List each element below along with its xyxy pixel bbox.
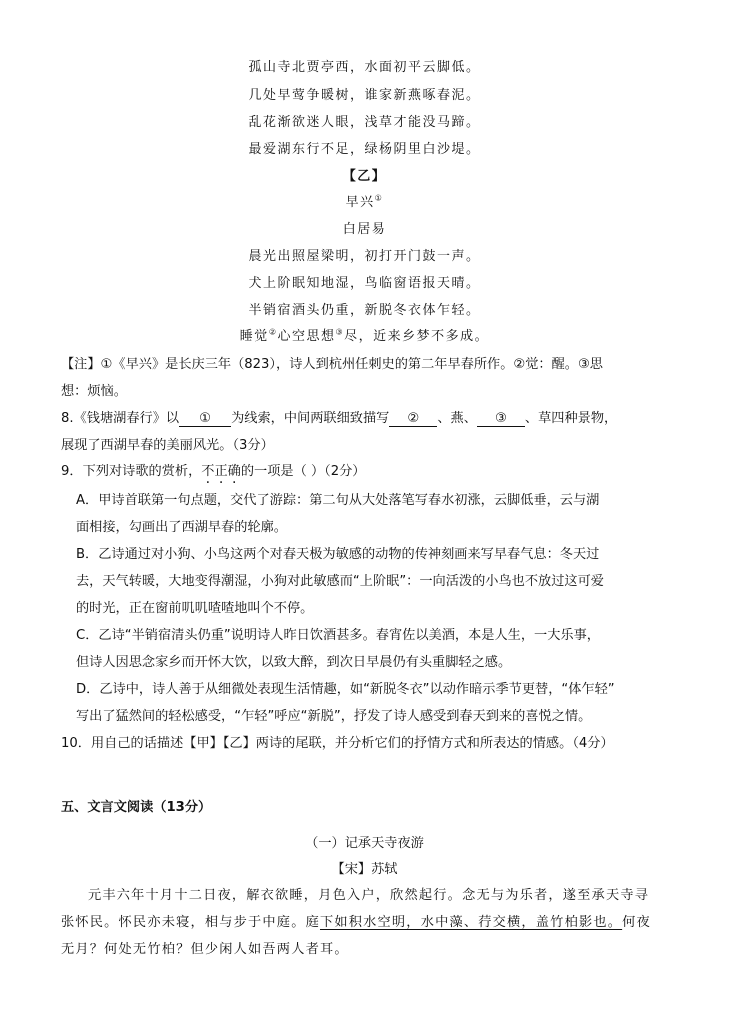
poem-yi-line-2: 犬上阶眠知地湿，鸟临窗语报天晴。 [248,276,481,291]
q8-text-c: 、燕、 [437,411,477,426]
note-line-1: 【注】①《早兴》是长庆三年（823），诗人到杭州任刺史的第二年早春所作。②觉：醒。③思 [61,357,603,372]
q9-text-b: 的一项是（ ）（2分） [240,464,366,479]
question-8 [61,407,617,427]
option-d-line-2: 写出了猛然间的轻松感受，“乍轻”呼应“新脱”，抒发了诗人感受到春天到来的喜悦之情。 [76,709,592,724]
yi-title-footnote: ① [374,193,384,203]
yi-last-a: 睡觉 [239,329,269,344]
note-line-2: 想：烦恼。 [61,384,127,399]
yi-last-b: 心空思想 [277,329,336,344]
q8-blank-2: ② [389,411,437,427]
poem-jia-line-2: 几处早莺争暖树，谁家新燕啄春泥。 [248,88,481,103]
option-a-line-2: 面相接，勾画出了西湖早春的轮廓。 [76,520,287,535]
wenyan-p2-b: 何夜 [622,915,651,930]
option-c-line-2: 但诗人因思念家乡而开怀大饮，以致大醉，到次日早晨仍有头重脚轻之感。 [76,655,512,670]
footnote-2: ② [268,327,278,337]
yi-title [0,191,729,210]
yi-heading: 【乙】 [342,169,387,184]
yi-author: 白居易 [342,222,387,237]
poem-jia-line-4: 最爱湖东行不足，绿杨阴里白沙堤。 [248,142,481,157]
question-9 [61,460,366,479]
wenyan-author: 【宋】苏轼 [331,862,398,877]
wenyan-p2-a: 张怀民。怀民亦未寝，相与步于中庭。庭 [61,915,320,930]
option-c-line-1: C．乙诗“半销宿清头仍重”说明诗人昨日饮酒甚多。春宵佐以美酒，本是人生，一大乐事， [76,628,600,643]
poem-jia-line-1: 孤山寺北贾亭西，水面初平云脚低。 [248,60,481,75]
wenyan-para-line-3: 无月？何处无竹柏？但少闲人如吾两人者耳。 [61,942,349,957]
footnote-3: ③ [335,327,345,337]
q8-blank-3: ③ [477,411,525,427]
q8-blank-1: ① [179,411,231,427]
option-a-line-1: A．甲诗首联第一句点题，交代了游踪：第二句从大处落笔写春水初涨，云脚低垂，云与湖 [76,493,600,508]
q9-emph-1: 不 [201,464,215,479]
poem-jia-line-3: 乱花渐欲迷人眼，浅草才能没马蹄。 [248,115,481,130]
poem-yi-line-4 [0,325,729,344]
poem-yi-line-1: 晨光出照屋梁明，初打开门鼓一声。 [248,249,481,264]
q8-text-a: 8.《钱塘湖春行》以 [61,411,180,426]
option-d-line-1: D．乙诗中，诗人善于从细微处表现生活情趣，如“新脱冬衣”以动作暗示季节更替，“体乍轻” [76,682,615,697]
wenyan-title: （一）记承天寺夜游 [305,836,424,851]
q9-text-a: 9．下列对诗歌的赏析， [61,464,202,479]
wenyan-underlined-sentence: 下如积水空明，水中藻、荇交横，盖竹柏影也。 [319,915,623,930]
q8-text-d: 、草四种景物， [524,411,618,426]
option-b-line-3: 的时光，正在窗前叽叽喳喳地叫个不停。 [76,601,314,616]
q8-line-2: 展现了西湖早春的美丽风光。（3分） [61,438,274,453]
poem-yi-line-3: 半销宿酒头仍重，新脱冬衣体乍轻。 [248,303,481,318]
option-b-line-2: 去，天气转暖，大地变得潮湿，小狗对此敏感而“上阶眠”：一向活泼的小鸟也不放过这可爱 [76,574,604,589]
question-10: 10．用自己的话描述【甲】【乙】两诗的尾联，并分析它们的抒情方式和所表达的情感。（4分） [61,736,614,751]
wenyan-para-line-1: 元丰六年十月十二日夜，解衣欲睡，月色入户，欣然起行。念无与为乐者，遂至承天寺寻 [88,888,650,903]
section-5-heading: 五、文言文阅读（13分） [61,800,212,815]
yi-title-text: 早兴 [345,195,375,210]
q9-emph-2: 正 [214,464,228,479]
q9-emph-3: 确 [227,464,241,479]
option-b-line-1: B．乙诗通过对小狗、小鸟这两个对春天极为敏感的动物的传神刻画来写早春气息：冬天过 [76,547,600,562]
q8-text-b: 为线索，中间两联细致描写 [231,411,390,426]
yi-last-c: 尽，近来乡梦不多成。 [344,329,490,344]
wenyan-para-line-2 [61,911,651,930]
